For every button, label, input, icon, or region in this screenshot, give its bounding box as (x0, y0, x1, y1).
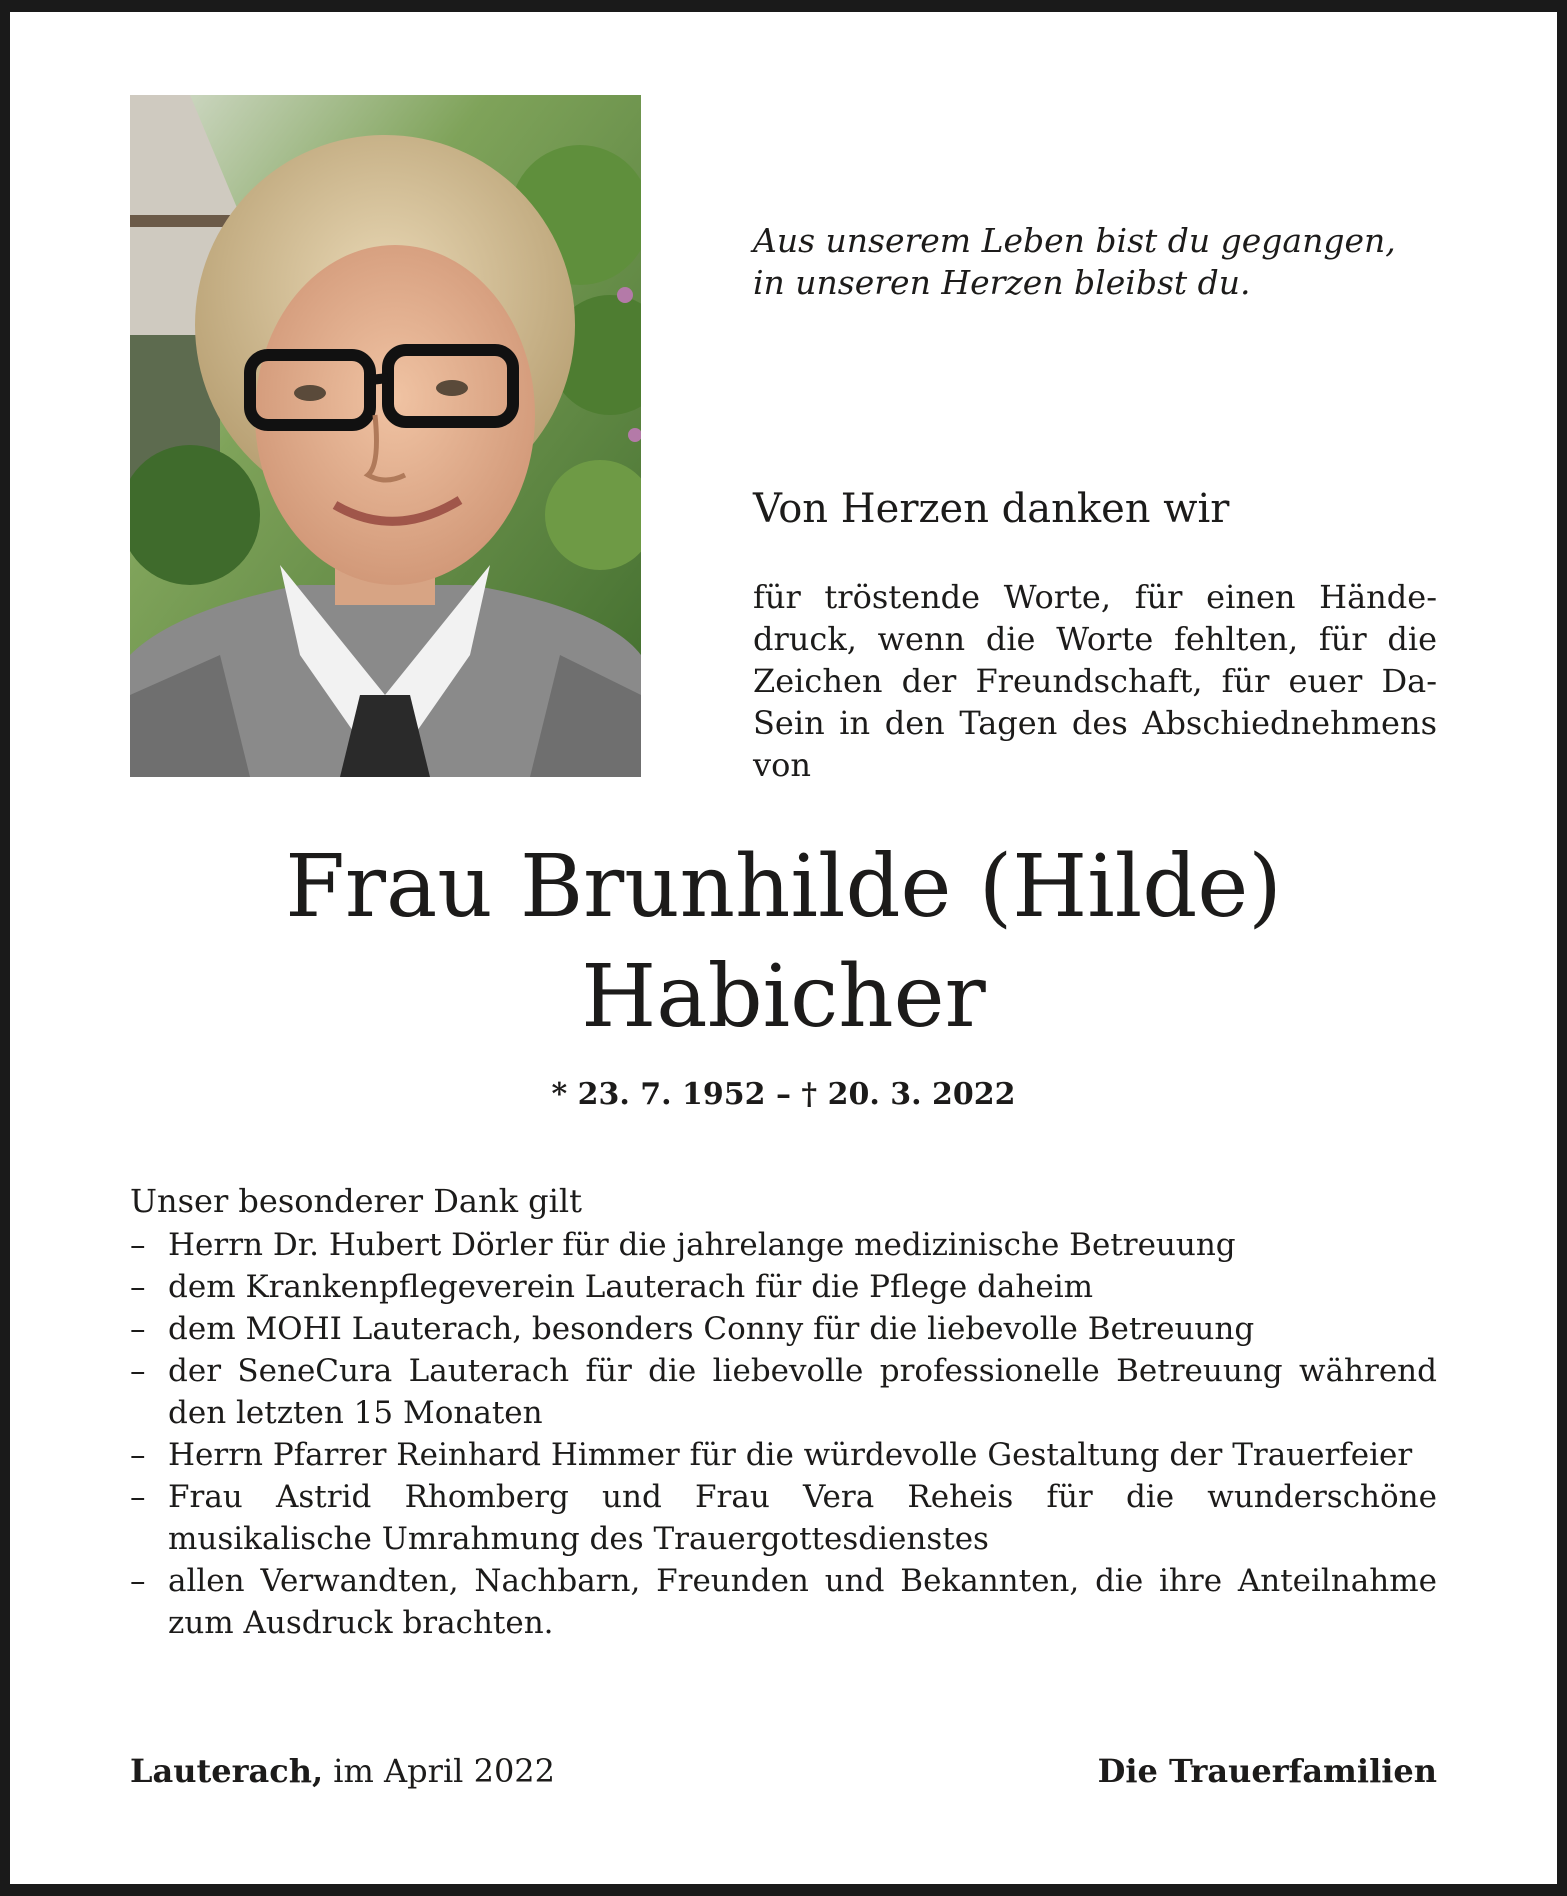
list-item-text: dem Krankenpflegeverein Lauterach für die Pflege daheim (168, 1269, 1094, 1305)
list-item (130, 1476, 1437, 1560)
life-dates: * 23. 7. 1952 – † 20. 3. 2022 (551, 1077, 1016, 1112)
footer-signature: Die Trauerfamilien (1097, 1752, 1437, 1790)
list-item (130, 1560, 1437, 1644)
thanks-text: für tröstende Worte, für einen Händedruck, wenn die Worte fehlten, für die Zeichen der Freundschaft, für euer Da-Sein in den Tagen des Abschiednehmens von (753, 578, 1437, 784)
list-item-text: Herrn Pfarrer Reinhard Himmer für die würdevolle Gestaltung der Trauerfeier (168, 1437, 1413, 1473)
list-item-text: der SeneCura Lauterach für die liebevolle professionelle Betreuung während den letzten 15 Monaten (168, 1353, 1437, 1431)
portrait-photo (130, 95, 641, 777)
dash-bullet: – (130, 1269, 146, 1305)
quote (753, 220, 1453, 304)
list-item (130, 1224, 1437, 1266)
footer-date: im April 2022 (323, 1752, 556, 1790)
dash-bullet: – (130, 1311, 146, 1347)
portrait-photo-icon (130, 95, 641, 777)
list-item-text: Frau Astrid Rhomberg und Frau Vera Reheis für die wunderschöne musikalische Umrahmung des Trauergottesdienstes (168, 1479, 1437, 1557)
list-item (130, 1308, 1437, 1350)
list-item (130, 1434, 1437, 1476)
footer-place-date (130, 1750, 555, 1792)
thanks-heading: Von Herzen danken wir (753, 486, 1230, 532)
list-item-text: Herrn Dr. Hubert Dörler für die jahrelange medizinische Betreuung (168, 1227, 1236, 1263)
dank-intro: Unser besonderer Dank gilt (130, 1182, 582, 1220)
dank-list (130, 1224, 1437, 1644)
list-item (130, 1350, 1437, 1434)
list-item-text: dem MOHI Lauterach, besonders Conny für die liebevolle Betreuung (168, 1311, 1255, 1347)
dash-bullet: – (130, 1437, 146, 1473)
dash-bullet: – (130, 1227, 146, 1263)
quote-line-2: in unseren Herzen bleibst du. (753, 263, 1251, 302)
dash-bullet: – (130, 1563, 146, 1599)
dash-bullet: – (130, 1479, 146, 1515)
deceased-name (130, 832, 1437, 1052)
quote-line-1: Aus unserem Leben bist du gegangen, (753, 221, 1396, 260)
dash-bullet: – (130, 1353, 146, 1389)
list-item (130, 1266, 1437, 1308)
footer-place: Lauterach, (130, 1752, 324, 1790)
deceased-name-line-1: Frau Brunhilde (Hilde) (285, 837, 1282, 937)
deceased-name-line-2: Habicher (581, 947, 986, 1047)
list-item-text: allen Verwandten, Nachbarn, Freunden und Bekannten, die ihre Anteilnahme zum Ausdruck brachten. (168, 1563, 1437, 1641)
